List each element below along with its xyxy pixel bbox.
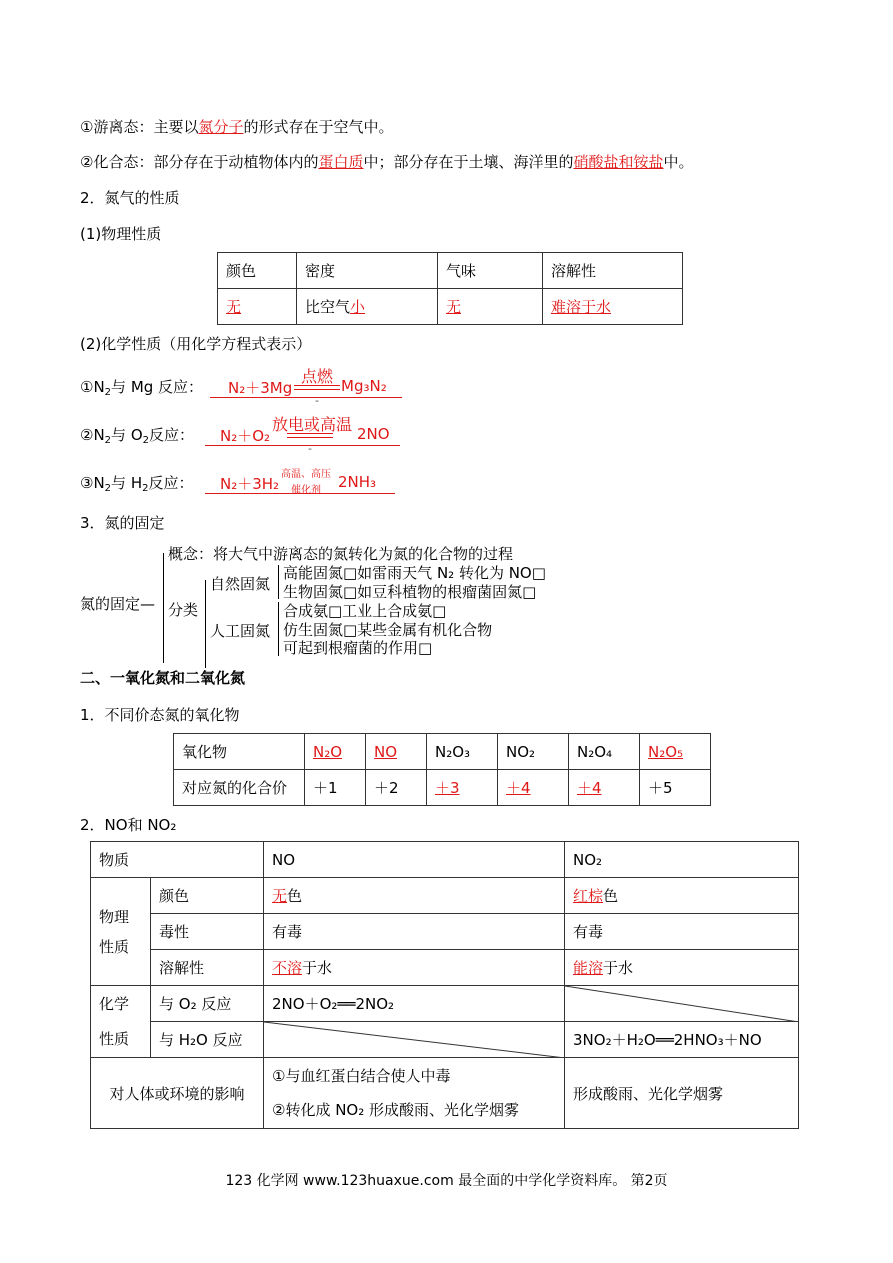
no-effect-2: ②转化成 NO₂ 形成酸雨、光化学烟雾 — [272, 1101, 520, 1119]
natural-item-1: 高能固氮□如雷雨天气 N₂ 转化为 NO□ — [283, 564, 546, 582]
text: 与 O — [111, 426, 143, 444]
dash: - — [315, 394, 319, 407]
text: 比空气 — [305, 298, 351, 316]
artificial-item-2: 仿生固氮□某些金属有机化合物 — [283, 621, 493, 639]
answer: 难溶于水 — [551, 298, 612, 316]
section-3-title: 3．氮的固定 — [80, 514, 165, 532]
oxide-cell: NO₂ — [498, 734, 569, 770]
answer: N₂O — [313, 742, 343, 761]
brace-natural — [278, 565, 279, 599]
text: 与 H — [111, 474, 143, 492]
reaction-1-label: $①N_2$与 Mg 反应： — [80, 378, 204, 398]
valence-cell — [498, 770, 569, 806]
footer: 123 化学网 www.123huaxue.com 最全面的中学化学资料库。 第2页 — [225, 1173, 668, 1189]
text: ①N — [80, 378, 105, 396]
oxide-cell — [366, 734, 427, 770]
no2-toxicity: 有毒 — [565, 914, 799, 950]
color-cell — [218, 289, 297, 325]
dash: - — [308, 442, 312, 455]
text: ②化合态：部分存在于动植物体内的 — [80, 153, 319, 171]
answer: N₂O₅ — [648, 742, 684, 761]
with-h2o-label: 与 H₂O 反应 — [151, 1022, 264, 1058]
reaction-1-condition: 点燃 — [300, 367, 333, 386]
fixation-root: 氮的固定— — [80, 595, 156, 613]
toxicity-label: 毒性 — [151, 914, 264, 950]
oxide-cell: N₂O₄ — [569, 734, 640, 770]
physical-title: (1)物理性质 — [80, 225, 162, 243]
color-label: 颜色 — [151, 878, 264, 914]
valence-cell: ＋2 — [366, 770, 427, 806]
text: ③N — [80, 474, 105, 492]
no-o2-equation: 2NO＋O₂══2NO₂ — [264, 986, 565, 1022]
physical-label: 物理性质 — [91, 878, 151, 986]
oxides-title: 1．不同价态氮的氧化物 — [80, 706, 240, 724]
header-cell: 颜色 — [218, 253, 297, 289]
reaction-2-left: N₂＋O₂ — [220, 427, 271, 445]
answer: 无 — [446, 298, 462, 316]
no-solubility — [264, 950, 565, 986]
part-2-title: 二、一氧化氮和二氧化氮 — [80, 669, 246, 687]
answer: 能溶 — [573, 959, 604, 977]
chemical-label: 化学性质 — [91, 986, 151, 1058]
no-h2o-empty — [264, 1022, 565, 1058]
text: 与 Mg 反应： — [111, 378, 204, 396]
no2-o2-empty — [565, 986, 799, 1022]
row-label: 氧化物 — [174, 734, 305, 770]
no2-solubility — [565, 950, 799, 986]
no-color — [264, 878, 565, 914]
reaction-3-label: $③N_2$与 $H_2$反应： — [80, 474, 194, 494]
reaction-3-right: 2NH₃ — [338, 473, 377, 491]
oxide-cell — [640, 734, 711, 770]
row-label: 对应氮的化合价 — [174, 770, 305, 806]
text: 色 — [287, 887, 303, 905]
reaction-1-left: N₂＋3Mg — [228, 379, 293, 397]
answer: 氮分子 — [198, 118, 244, 136]
no-no2-table — [90, 841, 799, 1129]
reaction-3-left: N₂＋3H₂ — [220, 475, 280, 493]
effect-label: 对人体或环境的影响 — [91, 1058, 264, 1129]
answer: NO — [374, 742, 398, 761]
brace-main — [163, 553, 164, 663]
density-cell — [297, 289, 438, 325]
valence-cell: ＋1 — [305, 770, 366, 806]
reaction-2-label: $②N_2$与 $O_2$反应： — [80, 426, 195, 446]
reaction-3-condition-bottom: 催化剂 — [291, 485, 321, 496]
no-toxicity: 有毒 — [264, 914, 565, 950]
intro-line-2 — [80, 152, 694, 172]
text: 色 — [603, 887, 619, 905]
valence-cell — [569, 770, 640, 806]
answer: 无 — [226, 298, 242, 316]
no2-h2o-equation: 3NO₂＋H₂O══2HNO₃＋NO — [565, 1022, 799, 1058]
physical-properties-table — [217, 252, 683, 325]
reaction-3-condition-top: 高温、高压 — [281, 469, 331, 480]
header-cell: 气味 — [438, 253, 543, 289]
header-cell: 溶解性 — [543, 253, 683, 289]
no-header: NO — [264, 842, 565, 878]
answer: 不溶 — [272, 959, 303, 977]
answer: 无 — [272, 887, 288, 905]
text: 反应： — [149, 426, 195, 444]
text: 中；部分存在于土壤、海洋里的 — [363, 153, 574, 171]
reaction-2-right: 2NO — [357, 425, 390, 443]
no-title: 2．NO和 NO₂ — [80, 816, 177, 834]
text: 于水 — [302, 959, 333, 977]
smell-cell — [438, 289, 543, 325]
artificial-fixation: 人工固氮 — [210, 622, 271, 640]
diagonal-line — [565, 986, 799, 1022]
valence-cell — [427, 770, 498, 806]
fixation-classify: 分类 — [168, 601, 199, 619]
text: ①游离态：主要以 — [80, 118, 199, 136]
answer: 红棕 — [573, 887, 604, 905]
oxide-cell: N₂O₃ — [427, 734, 498, 770]
chemical-title: (2)化学性质（用化学方程式表示） — [80, 335, 312, 353]
section-2-title: 2．氮气的性质 — [80, 189, 180, 207]
diagonal-line — [264, 1022, 565, 1058]
no-effect-1: ①与血红蛋白结合使人中毒 — [272, 1067, 451, 1085]
artificial-item-3: 可起到根瘤菌的作用□ — [283, 639, 433, 657]
brace-classify — [205, 580, 206, 668]
text: 于水 — [603, 959, 634, 977]
answer: 小 — [350, 298, 366, 316]
answer: 蛋白质 — [318, 153, 364, 171]
reaction-1-arrow — [294, 385, 340, 390]
reaction-2-arrow — [287, 433, 333, 438]
natural-item-2: 生物固氮□如豆科植物的根瘤菌固氮□ — [283, 583, 537, 601]
no2-effect: 形成酸雨、光化学烟雾 — [565, 1058, 799, 1129]
solubility-label: 溶解性 — [151, 950, 264, 986]
intro-line-1 — [80, 117, 393, 137]
text: 反应： — [148, 474, 194, 492]
text: 的形式存在于空气中。 — [243, 118, 394, 136]
text: 中。 — [663, 153, 694, 171]
solubility-cell — [543, 289, 683, 325]
answer: ＋4 — [506, 779, 531, 797]
answer: ＋4 — [577, 779, 602, 797]
answer: ＋3 — [435, 779, 460, 797]
natural-fixation: 自然固氮 — [210, 575, 271, 593]
brace-artificial — [278, 602, 279, 656]
valence-cell: ＋5 — [640, 770, 711, 806]
substance-label: 物质 — [91, 842, 264, 878]
no2-header: NO₂ — [565, 842, 799, 878]
with-o2-label: 与 O₂ 反应 — [151, 986, 264, 1022]
reaction-2-condition: 放电或高温 — [271, 415, 352, 434]
answer: 硝酸盐和铵盐 — [573, 153, 664, 171]
no2-color — [565, 878, 799, 914]
header-cell: 密度 — [297, 253, 438, 289]
oxides-table — [173, 733, 711, 806]
artificial-item-1: 合成氨□工业上合成氨□ — [283, 602, 447, 620]
fixation-concept: 概念：将大气中游离态的氮转化为氮的化合物的过程 — [168, 545, 514, 563]
no-effect — [264, 1058, 565, 1129]
oxide-cell — [305, 734, 366, 770]
text: ②N — [80, 426, 105, 444]
reaction-1-right: Mg₃N₂ — [341, 377, 387, 395]
